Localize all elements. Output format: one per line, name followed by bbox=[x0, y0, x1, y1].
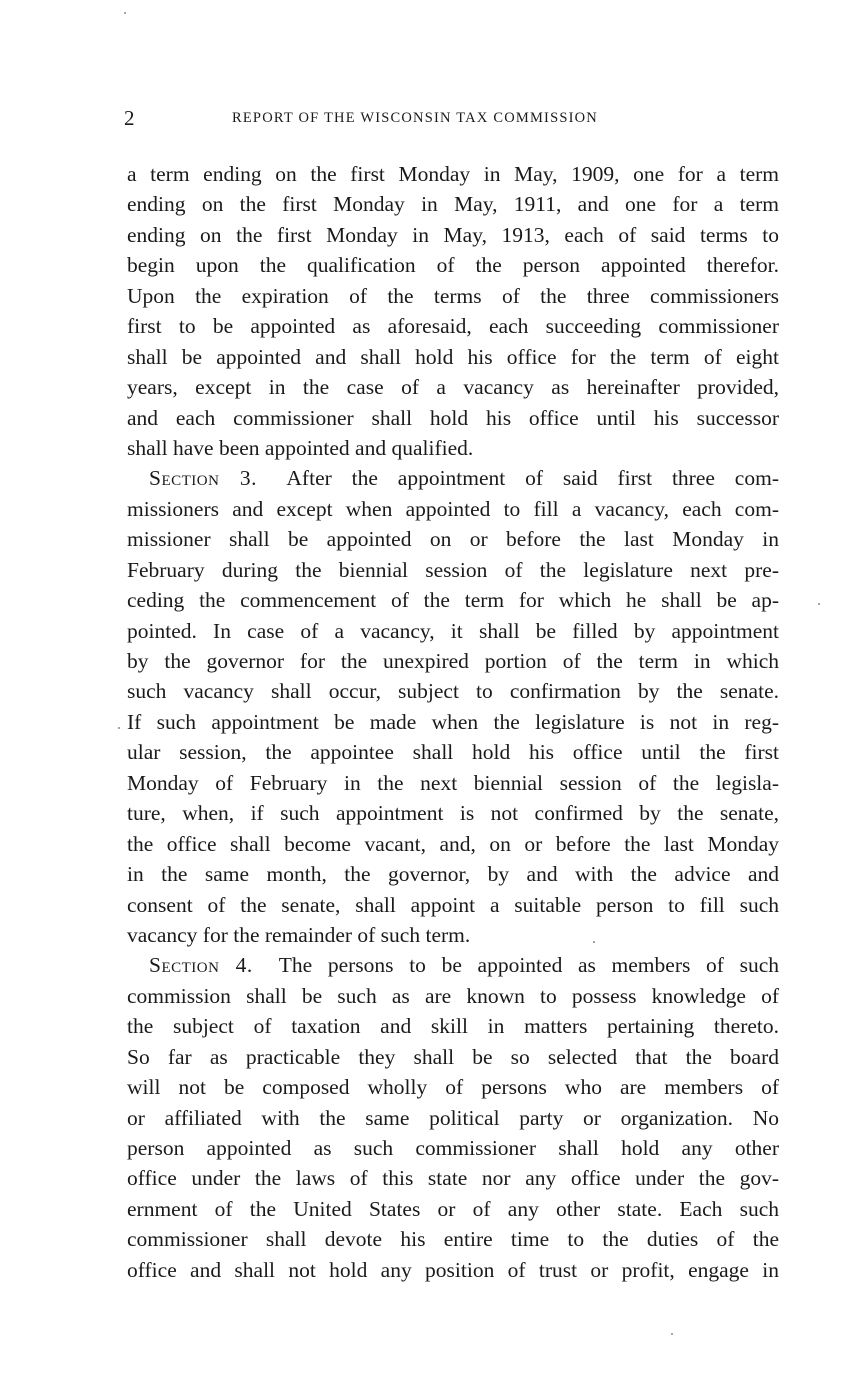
paper-speck bbox=[118, 727, 120, 729]
text-line bbox=[127, 463, 779, 493]
line-text: will not be composed wholly of persons who are members of bbox=[127, 1075, 779, 1100]
line-text: a term ending on the first Monday in May, 1909, one for a term bbox=[127, 162, 779, 186]
text-line bbox=[127, 250, 779, 280]
line-text: commissioner shall devote his entire time to the duties of the bbox=[127, 1227, 779, 1252]
text-line bbox=[127, 950, 779, 980]
line-text: first to be appointed as aforesaid, each succeeding commissioner bbox=[127, 314, 779, 339]
text-line bbox=[127, 555, 779, 585]
text-line bbox=[127, 372, 779, 402]
text-line bbox=[127, 524, 779, 554]
line-text: If such appointment be made when the legislature is not in reg- bbox=[127, 709, 779, 734]
line-text: vacancy for the remainder of such term. bbox=[127, 922, 471, 947]
line-text: or affiliated with the same political party or organization. No bbox=[127, 1105, 779, 1130]
text-line bbox=[127, 159, 779, 189]
text-line bbox=[127, 1224, 779, 1254]
text-line bbox=[127, 433, 779, 463]
text-line bbox=[127, 1103, 779, 1133]
line-text: pointed. In case of a vacancy, it shall be filled by appointment bbox=[127, 618, 779, 643]
text-line bbox=[127, 1194, 779, 1224]
line-text: ture, when, if such appointment is not confirmed by the senate, bbox=[127, 801, 779, 826]
text-line bbox=[127, 311, 779, 341]
line-text: office and shall not hold any position of trust or profit, engage in bbox=[127, 1257, 779, 1282]
line-text: So far as practicable they shall be so selected that the board bbox=[127, 1044, 779, 1069]
text-line bbox=[127, 342, 779, 372]
text-line bbox=[127, 220, 779, 250]
line-text: missioner shall be appointed on or before the last Monday in bbox=[127, 527, 779, 552]
text-line bbox=[127, 798, 779, 828]
line-text: missioners and except when appointed to fill a vacancy, each com- bbox=[127, 496, 779, 521]
text-line bbox=[127, 829, 779, 859]
line-text: the office shall become vacant, and, on or before the last Monday bbox=[127, 831, 779, 856]
text-line bbox=[127, 890, 779, 920]
text-line bbox=[127, 768, 779, 798]
paper-speck bbox=[818, 603, 820, 605]
running-head: REPORT OF THE WISCONSIN TAX COMMISSION bbox=[232, 110, 598, 126]
line-text: commission shall be such as are known to possess knowledge of bbox=[127, 983, 779, 1008]
line-text: ending on the first Monday in May, 1911, and one for a term bbox=[127, 192, 779, 217]
text-line bbox=[127, 707, 779, 737]
line-text: shall be appointed and shall hold his office for the term of eight bbox=[127, 344, 779, 369]
line-text: consent of the senate, shall appoint a suitable person to fill such bbox=[127, 892, 779, 917]
line-text: such vacancy shall occur, subject to confirmation by the senate. bbox=[127, 679, 779, 704]
line-text: February during the biennial session of the legislature next pre- bbox=[127, 557, 779, 582]
section-label: Section 3. bbox=[149, 466, 257, 491]
line-text: shall have been appointed and qualified. bbox=[127, 435, 474, 460]
text-line bbox=[127, 494, 779, 524]
text-line bbox=[127, 646, 779, 676]
line-text: ernment of the United States or of any other state. Each such bbox=[127, 1196, 779, 1221]
line-text: Upon the expiration of the terms of the three commissioners bbox=[127, 283, 779, 308]
text-line bbox=[127, 1133, 779, 1163]
paper-speck bbox=[593, 941, 595, 943]
paper-speck bbox=[671, 1333, 673, 1335]
text-line bbox=[127, 1255, 779, 1285]
line-text: Monday of February in the next biennial session of the legisla- bbox=[127, 770, 779, 795]
line-text: by the governor for the unexpired portion of the term in which bbox=[127, 649, 779, 673]
line-text: ceding the commencement of the term for which he shall be ap- bbox=[127, 588, 779, 613]
line-text: office under the laws of this state nor any office under the gov- bbox=[127, 1166, 779, 1191]
text-line bbox=[127, 585, 779, 615]
line-text: After the appointment of said first three com- bbox=[286, 466, 779, 491]
text-line bbox=[127, 616, 779, 646]
line-text: ular session, the appointee shall hold his office until the first bbox=[127, 740, 779, 765]
text-line bbox=[127, 1163, 779, 1193]
text-line bbox=[127, 281, 779, 311]
text-line bbox=[127, 981, 779, 1011]
text-line bbox=[127, 920, 779, 950]
text-line bbox=[127, 1011, 779, 1041]
page-header bbox=[124, 106, 780, 134]
text-line bbox=[127, 403, 779, 433]
line-text: and each commissioner shall hold his office until his successor bbox=[127, 405, 779, 430]
page-number: 2 bbox=[124, 106, 135, 130]
text-line bbox=[127, 1042, 779, 1072]
line-text: in the same month, the governor, by and with the advice and bbox=[127, 862, 779, 887]
text-line bbox=[127, 859, 779, 889]
line-text: The persons to be appointed as members of such bbox=[278, 953, 779, 978]
text-line bbox=[127, 1072, 779, 1102]
line-text: begin upon the qualification of the person appointed therefor. bbox=[127, 253, 779, 278]
body-text bbox=[127, 159, 779, 1285]
text-line bbox=[127, 676, 779, 706]
text-line bbox=[127, 189, 779, 219]
paper-speck bbox=[124, 12, 126, 14]
line-text: years, except in the case of a vacancy as hereinafter provided, bbox=[127, 375, 779, 400]
line-text: ending on the first Monday in May, 1913, each of said terms to bbox=[127, 222, 779, 247]
section-label: Section 4. bbox=[149, 953, 253, 978]
line-text: the subject of taxation and skill in matters pertaining thereto. bbox=[127, 1014, 779, 1039]
line-text: person appointed as such commissioner shall hold any other bbox=[127, 1136, 779, 1160]
text-line bbox=[127, 737, 779, 767]
